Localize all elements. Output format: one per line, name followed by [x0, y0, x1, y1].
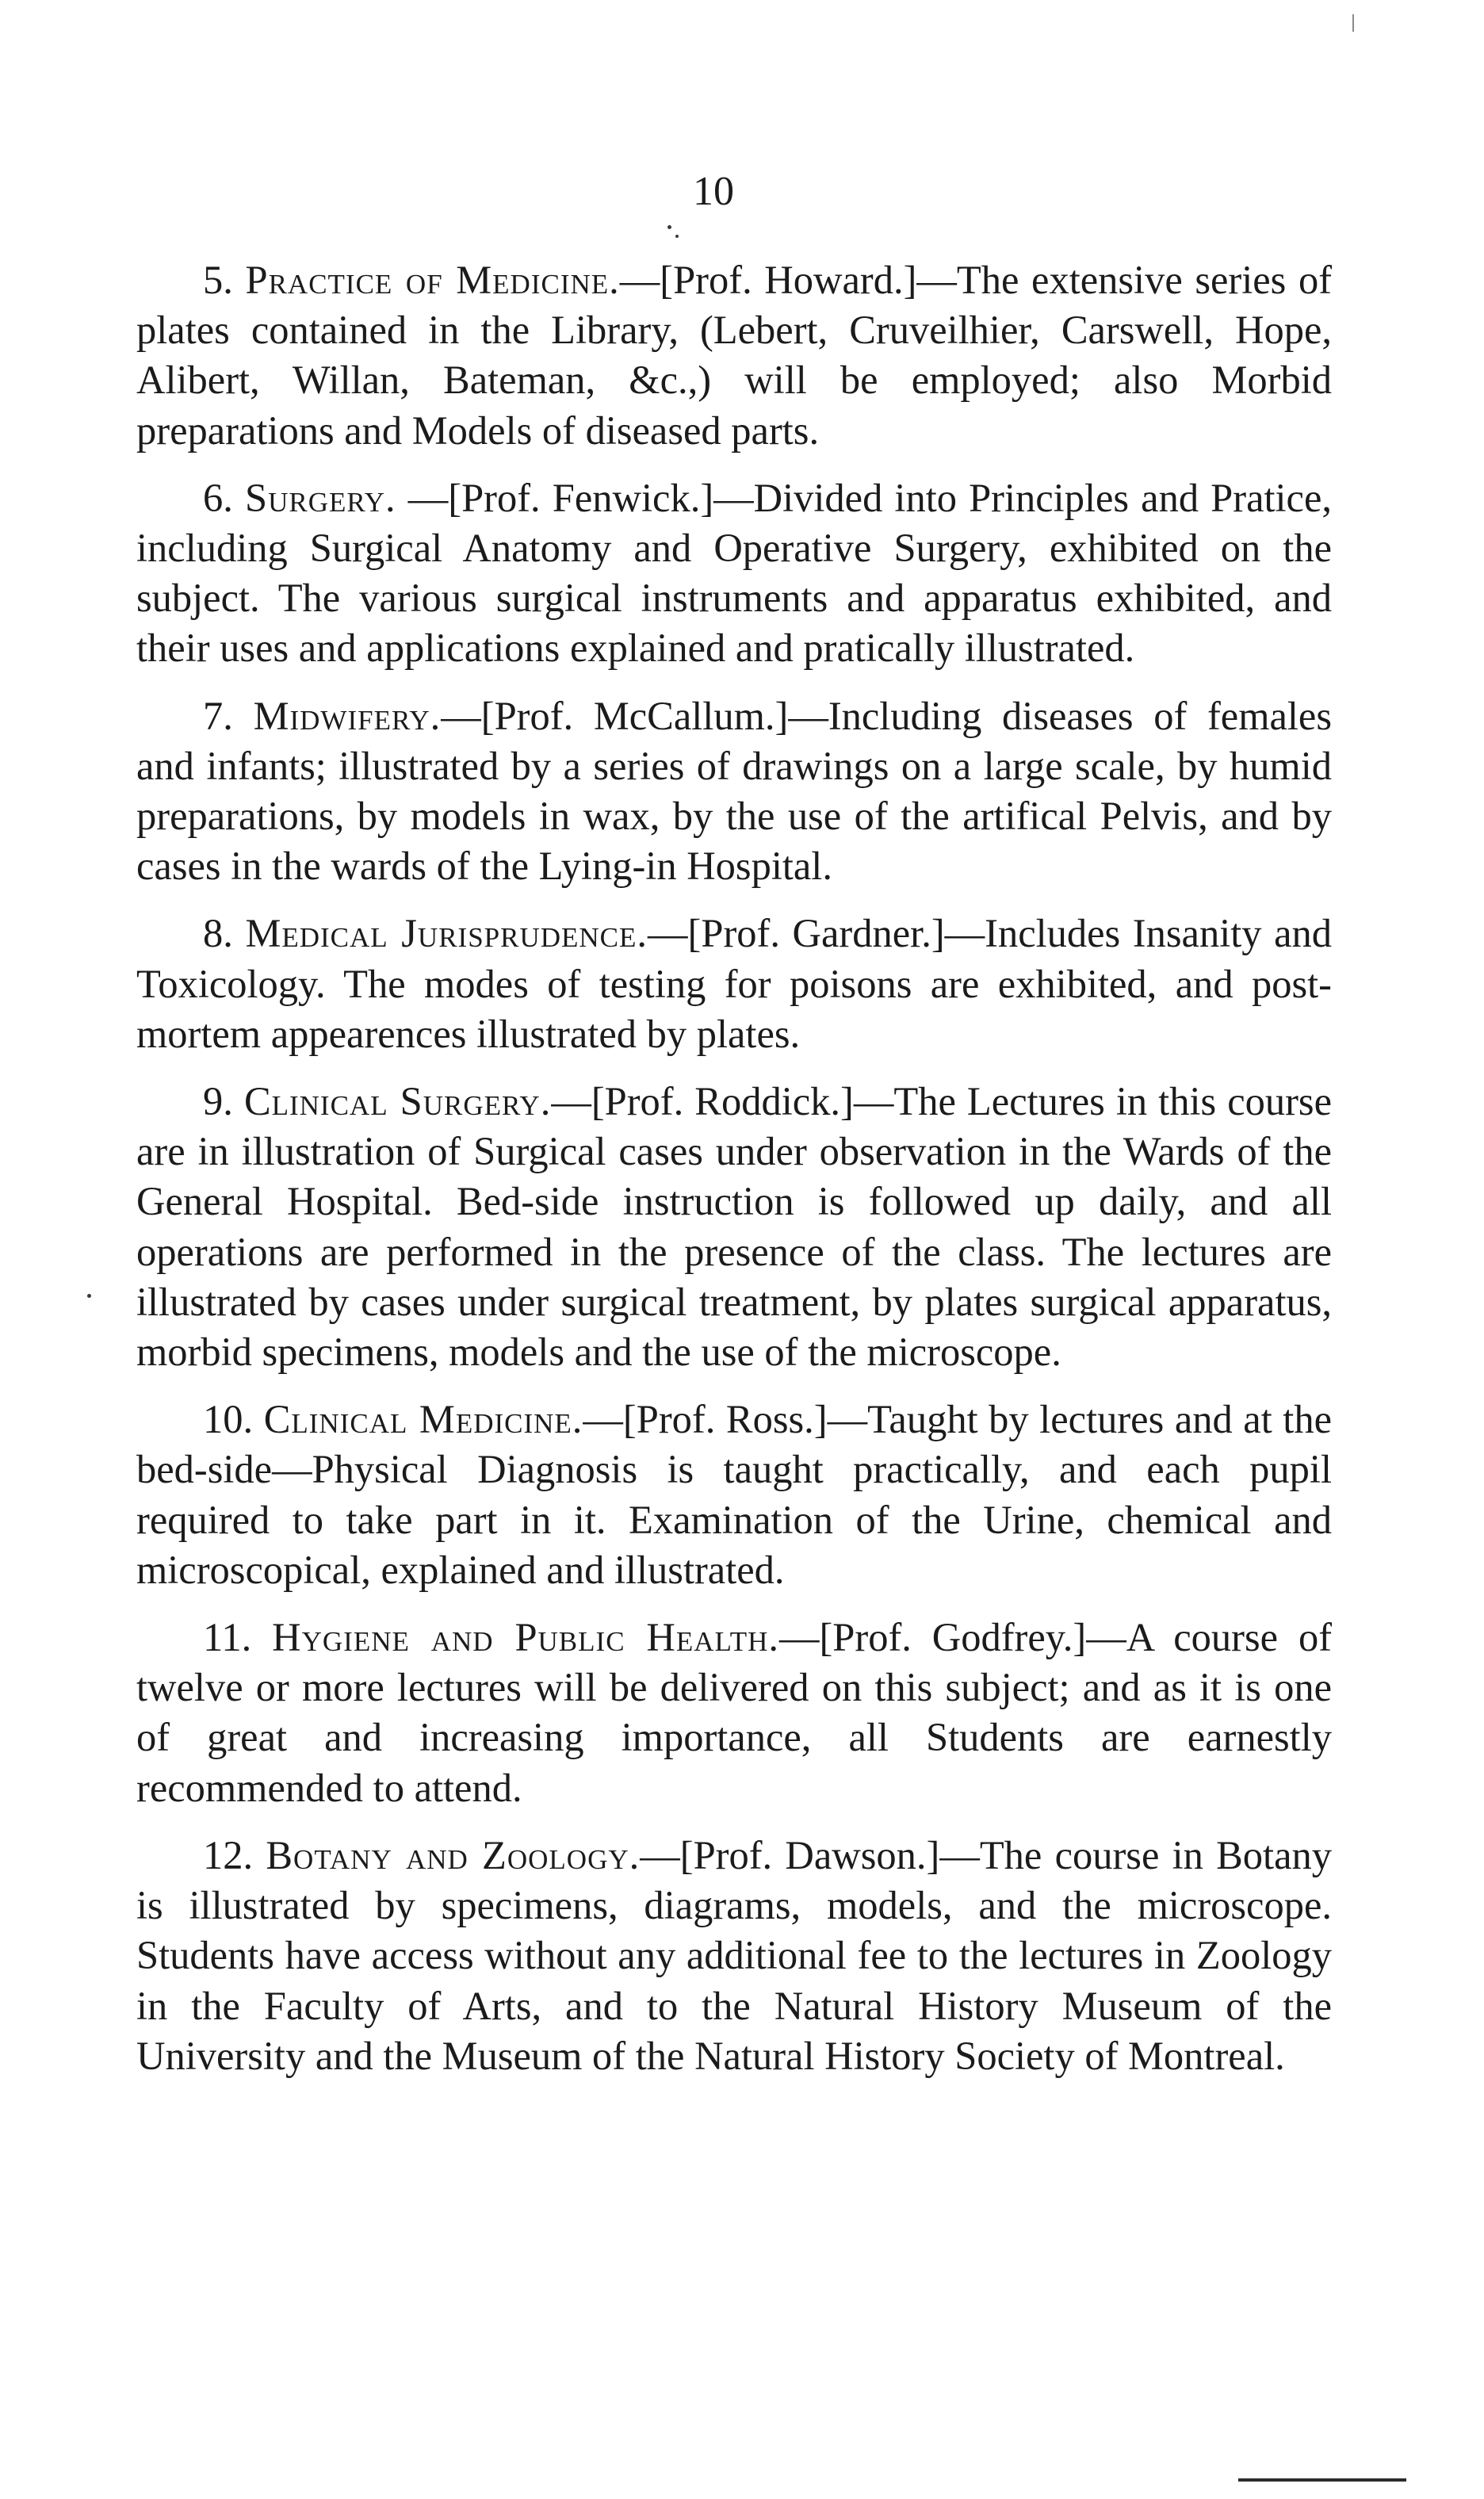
- ink-speck: [667, 225, 671, 229]
- section-heading: Surgery.: [244, 475, 396, 520]
- item-number: 11.: [203, 1615, 252, 1660]
- paragraph-text: —[Prof. McCallum.]—Including diseases of females and infants; illustrated by a series of drawings on a large scale, by humid preparations, by models in wax, by the use of the artifical Pelvis, and by cases in the wards of the Lying-in Hospital.: [136, 693, 1333, 889]
- paragraph-medical-jurisprudence: [136, 909, 1332, 1059]
- page-number: 10: [693, 169, 734, 214]
- paragraph-botany-zoology: [136, 1831, 1332, 2081]
- paragraph-text: —[Prof. Fenwick.]—Divided into Principles and Pratice, including Surgical Anatomy and Operative Surgery, exhibited on the subject. The various surgical instruments and apparatus exhibited, and their uses and applications explained and pratically illustrated.: [136, 475, 1333, 671]
- paragraph-midwifery: [136, 691, 1332, 892]
- item-number: 8.: [203, 911, 233, 956]
- page-edge-mark: [1352, 14, 1354, 32]
- paragraph-text: —[Prof. Ross.]—Taught by lectures and at the bed-side—Physical Diagnosis is taught practically, and each pupil required to take part in it. Examination of the Urine, chemical and microscopical, explained and illustrated.: [136, 1397, 1333, 1592]
- section-heading: Hygiene and Public Health.: [272, 1615, 779, 1660]
- section-heading: Midwifery.: [253, 693, 442, 738]
- bottom-rule: [1238, 2478, 1406, 2482]
- section-heading: Clinical Medicine.: [263, 1397, 583, 1442]
- section-heading: Medical Jurisprudence.: [245, 911, 648, 956]
- paragraph-text: —[Prof. Howard.]—The extensive series of plates contained in the Library, (Lebert, Cruveilhier, Carswell, Hope, Alibert, Willan, Bateman, &c.,) will be employed; also Morbid preparations and Models of diseased parts.: [136, 258, 1333, 453]
- paragraph-clinical-medicine: [136, 1395, 1332, 1595]
- paragraph-text: —[Prof. Godfrey.]—A course of twelve or more lectures will be delivered on this subject; and as it is one of great and increasing importance, all Students are earnestly recommended to attend.: [136, 1615, 1333, 1810]
- paragraph-practice-of-medicine: [136, 255, 1332, 456]
- paragraph-text: —[Prof. Dawson.]—The course in Botany is illustrated by specimens, diagrams, models, and the microscope. Students have access without any additional fee to the lectures in Zoology in the Faculty of Arts, and to the Natural History Museum of the University and the Museum of the Natural History Society of Montreal.: [136, 1832, 1332, 2078]
- paragraph-surgery: [136, 473, 1332, 674]
- section-heading: Clinical Surgery.: [243, 1079, 552, 1124]
- item-number: 12.: [203, 1832, 254, 1877]
- item-number: 9.: [203, 1079, 233, 1124]
- ink-speck: [675, 235, 679, 238]
- paragraph-hygiene-public-health: [136, 1613, 1332, 1813]
- section-heading: Botany and Zoology.: [266, 1832, 641, 1877]
- item-number: 10.: [203, 1397, 254, 1442]
- ink-speck: [87, 1294, 91, 1298]
- section-heading: Practice of Medicine.: [245, 258, 620, 302]
- paragraph-text: —[Prof. Roddick.]—The Lectures in this course are in illustration of Surgical cases under observation in the Wards of the General Hospital. Bed-side instruction is followed up daily, and all operations are performed in the presence of the class. The lectures are illustrated by cases under surgical treatment, by plates surgical apparatus, morbid specimens, models and the use of the microscope.: [136, 1079, 1332, 1375]
- body-text: [136, 255, 1332, 2099]
- item-number: 6.: [203, 475, 233, 520]
- paragraph-clinical-surgery: [136, 1077, 1332, 1377]
- paragraph-text: —[Prof. Gardner.]—Includes Insanity and Toxicology. The modes of testing for poisons are exhibited, and post-mortem appearences illustrated by plates.: [136, 911, 1333, 1056]
- item-number: 7.: [203, 693, 233, 738]
- item-number: 5.: [203, 258, 233, 302]
